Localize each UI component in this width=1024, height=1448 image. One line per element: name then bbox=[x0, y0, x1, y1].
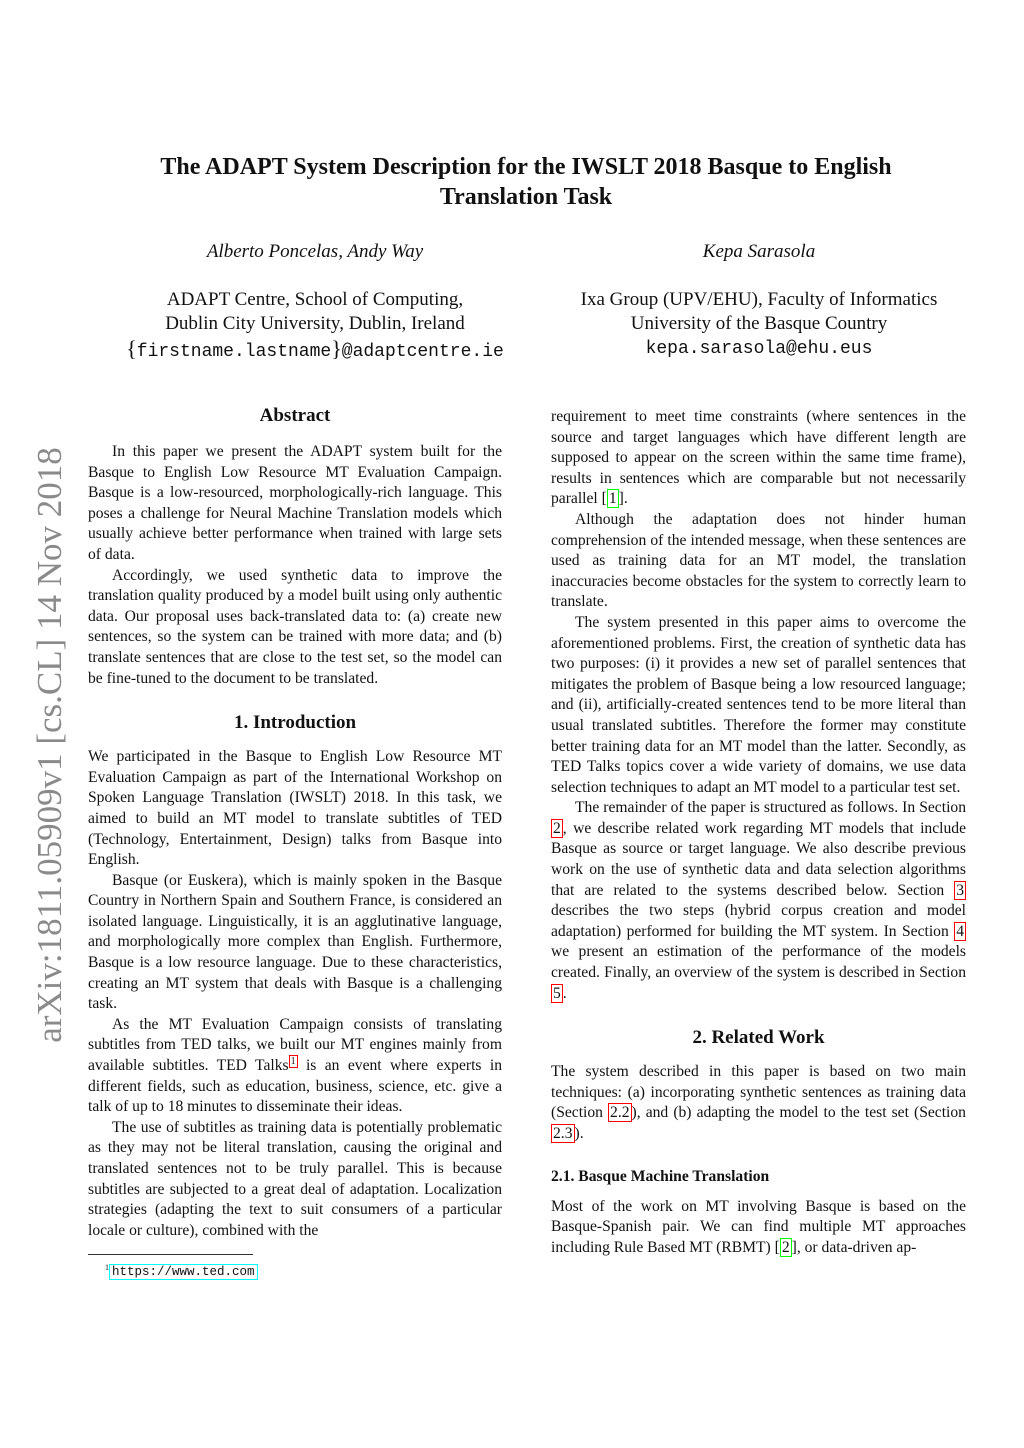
citation-link[interactable]: 2 bbox=[781, 1238, 790, 1256]
section-link[interactable]: 5 bbox=[553, 984, 561, 1002]
body-paragraph: Basque (or Euskera), which is mainly spoken in the Basque Country in Northern Spain and Southern France, is considered an isolated language. Linguistically, it is an agglutinative language, and morphologically more complex than English. Furthermore, Basque is a low resource language. Due to these characteristics, creating an MT system that deals with Basque is a challenging task. bbox=[88, 871, 502, 1013]
section-link[interactable]: 2.2 bbox=[610, 1104, 630, 1122]
section-link[interactable]: 3 bbox=[956, 881, 964, 899]
footnote-url-link[interactable]: https://www.ted.com bbox=[109, 1264, 258, 1280]
body-paragraph: The remainder of the paper is structured as follows. In Section 2 , we describe related work regarding MT models that include Basque as source or target language. We also describe previous work on the use of synthetic data and data selection algorithms that are related to the systems described below. Section 3 describes the two steps (hybrid corpus creation and model adaptation) performed for building the MT system. In Section 4 we present an estimation of the performance of the models created. Finally, an overview of the system is described in Section 5 . bbox=[551, 799, 966, 1002]
section-link[interactable]: 4 bbox=[956, 922, 964, 940]
abstract-paragraph: Accordingly, we used synthetic data to improve the translation quality produced by a model built using only authentic data. Our proposal uses back-translated data to: (a) create new sentences, so the system can be trained with more data; and (b) translate sentences that are close to the test set, so the model can be fine-tuned to the document to be translated. bbox=[88, 566, 502, 687]
body-paragraph: Most of the work on MT involving Basque is based on the Basque-Spanish pair. We can find multiple MT approaches including Rule Based MT (RBMT) [ 2 ], or data-driven ap- bbox=[551, 1197, 966, 1256]
section-heading-related-work: 2. Related Work bbox=[692, 1027, 825, 1049]
affiliation-line: Dublin City University, Dublin, Ireland bbox=[165, 313, 465, 334]
author-names: Kepa Sarasola bbox=[702, 241, 816, 262]
affiliation-line: ADAPT Centre, School of Computing, bbox=[166, 289, 464, 310]
paper-title: The ADAPT System Description for the IWSLT 2018 Basque to English Translation Task bbox=[160, 154, 892, 210]
abstract-heading: Abstract bbox=[259, 405, 331, 426]
footnote-mark: 1 bbox=[105, 1263, 109, 1272]
author-email[interactable]: kepa.sarasola@ehu.eus bbox=[645, 339, 873, 359]
body-paragraph: The system presented in this paper aims to overcome the aforementioned problems. First, the creation of synthetic data has two purposes: (i) it provides a new set of parallel sentences that mitigates the problem of Basque being a low resourced language; and (ii), artificially-created sentences tend to be more literal than usual translated subtitles. Therefore the former may constitute better training data for an MT model than the latter. Secondly, as TED Talks topics cover a wide variety of domains, we use data selection techniques to adapt an MT model to a particular test set. bbox=[551, 613, 966, 796]
body-paragraph: requirement to meet time constraints (where sentences in the source and target languages which have different length are supposed to appear on the screen within the same time frame), results in sentences which are comparable but not necessarily parallel [ 1 ]. bbox=[551, 408, 966, 508]
footnote-divider bbox=[88, 1254, 253, 1255]
affiliation-line: University of the Basque Country bbox=[630, 313, 888, 334]
author-block-left bbox=[100, 240, 530, 365]
body-paragraph: The system described in this paper is based on two main techniques: (a) incorporating synthetic sentences as training data (Section 2.2 ), and (b) adapting the model to the test set (Section 2.3 ). bbox=[551, 1063, 966, 1142]
right-column bbox=[551, 407, 966, 1258]
author-email[interactable]: {firstname.lastname}@adaptcentre.ie bbox=[126, 336, 504, 362]
subsection-heading: 2.1. Basque Machine Translation bbox=[551, 1167, 770, 1185]
footnote bbox=[105, 1260, 258, 1280]
body-paragraph: We participated in the Basque to English Low Resource MT Evaluation Campaign as part of the International Workshop on Spoken Language Translation (IWSLT) 2018. In this task, we aimed to build an MT model to translate subtitles of TED (Technology, Entertainment, Design) talks from Basque into English. bbox=[88, 748, 502, 869]
citation-link[interactable]: 1 bbox=[608, 490, 617, 508]
section-link[interactable]: 2.3 bbox=[553, 1125, 573, 1142]
body-paragraph: Although the adaptation does not hinder human comprehension of the intended message, when these sentences are used as training data for an MT model, the translation inaccuracies become obstacles for the system to correctly learn to translate. bbox=[551, 510, 966, 611]
arxiv-identifier: arXiv:1811.05909v1 [cs.CL] 14 Nov 2018 bbox=[30, 447, 69, 1043]
affiliation-line: Ixa Group (UPV/EHU), Faculty of Informatics bbox=[580, 289, 938, 310]
author-block-right bbox=[545, 240, 973, 362]
footnote-link[interactable]: 1 bbox=[290, 1055, 296, 1067]
author-names: Alberto Poncelas, Andy Way bbox=[206, 241, 424, 262]
section-heading-introduction: 1. Introduction bbox=[233, 712, 357, 734]
abstract-paragraph: In this paper we present the ADAPT system built for the Basque to English Low Resource MT Evaluation Campaign. Basque is a low-resourced, morphologically-rich language. This poses a challenge for Neural Machine Translation models which usually achieve better performance when trained with large sets of data. bbox=[88, 443, 502, 563]
left-column bbox=[88, 404, 502, 1241]
section-link[interactable]: 2 bbox=[553, 819, 561, 837]
body-paragraph: The use of subtitles as training data is potentially problematic as they may not be literal translation, causing the original and translated sentences not to be truly parallel. This is because subtitles are subjected to a great deal of adaptation. Localization strategies (adapting the text to suit consumers of a particular locale or culture), combined with the bbox=[88, 1118, 502, 1239]
body-paragraph: As the MT Evaluation Campaign consists of translating subtitles from TED talks, we built our MT engines mainly from available subtitles. TED Talks $^1$ is an event where experts in different fields, such as education, business, science, etc. give a talk of up to 18 minutes to disseminate their ideas. bbox=[88, 1015, 502, 1116]
